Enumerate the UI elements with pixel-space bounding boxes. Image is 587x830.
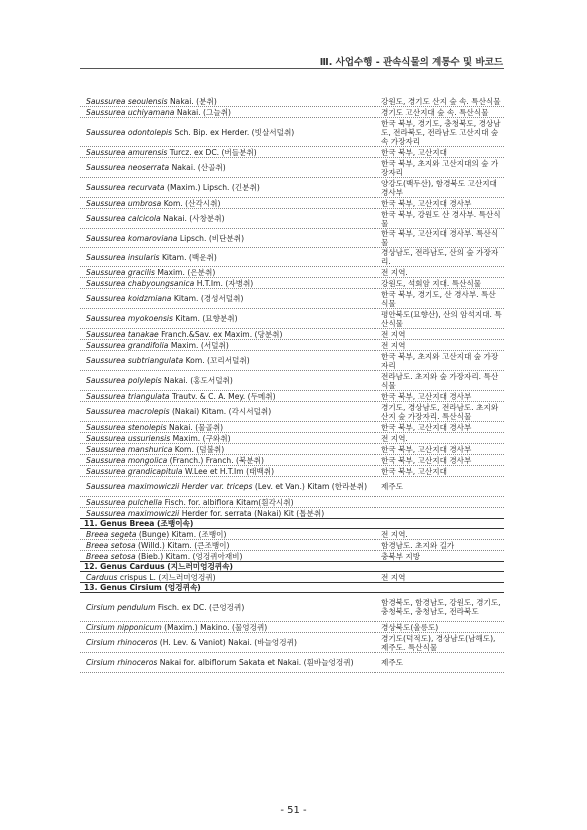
author-korean-name: (Bunge) Kitam. (조뱅이) <box>136 529 227 539</box>
author-korean-name: Kom. (덤불취) <box>172 444 225 454</box>
author-korean-name: Lipsch. (비단분취) <box>177 233 245 243</box>
distribution-cell: 경기도(덕적도), 경상남도(남해도), 제주도. 특산식물 <box>375 633 504 653</box>
author-korean-name: (H. Lev. & Vaniot) Nakai. (바늘엉겅퀴) <box>157 638 297 647</box>
distribution-cell: 전 지역. <box>375 267 504 278</box>
scientific-name: Saussurea subtriangulata <box>86 356 184 365</box>
species-row <box>80 158 504 178</box>
species-name-cell <box>80 551 375 562</box>
species-row <box>80 267 504 278</box>
author-korean-name: crispus L. (지느러미엉겅퀴) <box>117 572 216 582</box>
species-row <box>80 107 504 118</box>
distribution-cell: 전 지역. <box>375 529 504 540</box>
genus-row <box>80 519 504 529</box>
scientific-name: Cirsium pendulum <box>86 602 156 612</box>
scientific-name: Saussurea myokoensis <box>86 314 173 323</box>
scientific-name: Saussurea maximowiczii Herder var. triceps <box>86 482 253 491</box>
scientific-name: Saussurea recurvata <box>86 183 165 192</box>
scientific-name: Saussurea pulchella <box>86 497 163 507</box>
author-korean-name: Nakai. (사창분취) <box>160 214 225 223</box>
species-name-cell <box>80 444 375 455</box>
species-row <box>80 540 504 551</box>
author-korean-name: Trautv. & C. A. Mey. (두메취) <box>169 391 276 401</box>
species-name-cell <box>80 267 375 278</box>
author-korean-name: Turcz. ex DC. (버들분취) <box>167 147 257 157</box>
distribution-cell: 평안북도(묘향산), 산의 암석지대. 특산식물 <box>375 309 504 329</box>
scientific-name: Saussurea stenolepis <box>86 422 167 432</box>
distribution-cell: 한국 북부, 고산지대 <box>375 147 504 158</box>
species-name-cell <box>80 466 375 477</box>
species-name-cell <box>80 508 375 519</box>
scientific-name: Saussurea calcicola <box>86 214 161 223</box>
distribution-cell: 강원도, 경기도 산지 숲 속. 특산식물 <box>375 96 504 107</box>
distribution-cell: 한국 북부, 초지와 고산지대 숲 가장자리 <box>375 351 504 371</box>
species-name-cell <box>80 371 375 391</box>
species-name-cell <box>80 309 375 329</box>
genus-row <box>80 583 504 593</box>
distribution-cell: 강원도, 석회암 지대. 특산식물 <box>375 278 504 289</box>
author-korean-name: Maxim. (서덜취) <box>168 340 229 350</box>
species-name-cell <box>80 572 375 583</box>
author-korean-name: Nakai for. albiflorum Sakata et Nakai. (흰바늘엉겅퀴) <box>157 658 354 667</box>
distribution-cell: 제주도 <box>375 653 504 673</box>
author-korean-name: Nakai. (홍도서덜취) <box>161 376 233 385</box>
scientific-name: Saussurea gracilis <box>86 267 155 277</box>
author-korean-name: Franch.&Sav. ex Maxim. (당분취) <box>158 329 283 339</box>
species-name-cell <box>80 118 375 147</box>
distribution-cell: 한국 북부, 고산지대 경사부 <box>375 391 504 402</box>
species-row <box>80 653 504 673</box>
distribution-cell: 함경남도. 초지와 길가 <box>375 540 504 551</box>
species-row <box>80 497 504 508</box>
scientific-name: Saussurea koidzmiana <box>86 294 172 303</box>
author-korean-name: (Willd.) Kitam. (큰조뱅이) <box>135 540 230 550</box>
distribution-cell: 한국 북부, 고산지대 <box>375 466 504 477</box>
distribution-cell: 한국 북부, 강원도 산 경사부. 특산식물 <box>375 209 504 229</box>
author-korean-name: (Lev. et Van.) Kitam (한라분취) <box>252 482 368 491</box>
author-korean-name: H.T.Im. (자병취) <box>194 278 254 288</box>
author-korean-name: Kitam. (경성서덜취) <box>171 294 244 303</box>
distribution-cell: 전 지역 <box>375 572 504 583</box>
distribution-cell: 한국 북부, 고산지대 경사부 <box>375 422 504 433</box>
species-row <box>80 422 504 433</box>
distribution-cell: 한국 북부, 고산지대 경사부 <box>375 198 504 209</box>
species-name-cell <box>80 198 375 209</box>
scientific-name: Saussurea amurensis <box>86 147 168 157</box>
running-header: Ⅲ. 사업수행 - 관속식물의 계통수 및 바코드 <box>319 57 503 68</box>
author-korean-name: Kitam. (묘향분취) <box>172 314 238 323</box>
author-korean-name: (Maxim.) Lipsch. (긴분취) <box>164 183 260 192</box>
scientific-name: Saussurea triangulata <box>86 391 170 401</box>
species-name-cell <box>80 540 375 551</box>
distribution-cell: 전 지역 <box>375 329 504 340</box>
species-table <box>80 96 504 673</box>
scientific-name: Saussurea grandifolia <box>86 340 169 350</box>
species-row <box>80 118 504 147</box>
author-korean-name: Nakai. (산골취) <box>169 163 226 172</box>
author-korean-name: W.Lee et H.T.Im (태백취) <box>182 466 275 476</box>
species-name-cell <box>80 178 375 198</box>
species-name-cell <box>80 455 375 466</box>
species-name-cell <box>80 433 375 444</box>
species-row <box>80 351 504 371</box>
species-row <box>80 278 504 289</box>
author-korean-name: Nakai. (분취) <box>167 96 217 106</box>
species-row <box>80 96 504 107</box>
author-korean-name: Fisch. for. albiflora Kitam(흰각시취) <box>162 497 294 507</box>
species-name-cell <box>80 229 375 248</box>
species-name-cell <box>80 391 375 402</box>
genus-heading: 11. Genus Breea (조뱅이속) <box>80 519 504 529</box>
scientific-name: Breea setosa <box>86 551 136 561</box>
species-row <box>80 622 504 633</box>
author-korean-name: (Bieb.) Kitam. (엉겅퀴아재비) <box>135 551 243 561</box>
distribution-cell: 경기도, 경상남도, 전라남도. 초지와 산지 숲 가장자리. 특산식물 <box>375 402 504 422</box>
author-korean-name: Nakai. (물골취) <box>166 422 224 432</box>
distribution-cell: 전라남도. 초지와 숲 가장자리. 특산식물 <box>375 371 504 391</box>
distribution-cell: 한국 북부, 고산지대 경사부. 특산식물 <box>375 229 504 248</box>
species-name-cell <box>80 653 375 673</box>
species-name-cell <box>80 622 375 633</box>
species-name-cell <box>80 278 375 289</box>
distribution-cell: 전 지역 <box>375 340 504 351</box>
species-name-cell <box>80 497 375 508</box>
author-korean-name: (Maxim.) Makino. (물엉겅퀴) <box>161 622 268 632</box>
species-row <box>80 340 504 351</box>
scientific-name: Saussurea macrolepis <box>86 407 170 416</box>
scientific-name: Saussurea grandicapitula <box>86 466 183 476</box>
species-row <box>80 633 504 653</box>
species-row <box>80 477 504 497</box>
scientific-name: Saussurea chabyoungsanica <box>86 278 195 288</box>
distribution-cell: 양강도(백두산), 함경북도 고산지대 경사부 <box>375 178 504 198</box>
author-korean-name: Herder for. serrata (Nakai) Kit (톱분취) <box>179 508 325 518</box>
scientific-name: Breea setosa <box>86 540 136 550</box>
scientific-name: Carduus <box>86 572 118 582</box>
species-row <box>80 289 504 309</box>
distribution-cell: 한국 북부, 초지와 고산지대의 숲 가장자리 <box>375 158 504 178</box>
scientific-name: Breea segeta <box>86 529 137 539</box>
species-name-cell <box>80 340 375 351</box>
scientific-name: Saussurea uchiyamana <box>86 107 175 117</box>
scientific-name: Saussurea ussuriensis <box>86 433 171 443</box>
scientific-name: Saussurea neoserrata <box>86 163 170 172</box>
distribution-cell: 함경북도, 함경남도, 강원도, 경기도, 충청북도, 충청남도, 전라북도 <box>375 593 504 622</box>
species-name-cell <box>80 147 375 158</box>
page-number: - 51 - <box>280 805 307 816</box>
author-korean-name: Maxim. (은분취) <box>154 267 216 277</box>
species-row <box>80 402 504 422</box>
author-korean-name: Fisch. ex DC. (큰엉겅퀴) <box>155 602 245 612</box>
species-row <box>80 433 504 444</box>
species-row <box>80 248 504 267</box>
distribution-cell: 제주도 <box>375 477 504 497</box>
species-row <box>80 572 504 583</box>
species-name-cell <box>80 422 375 433</box>
author-korean-name: Kom. (꼬리서덜취) <box>183 356 250 365</box>
species-row <box>80 466 504 477</box>
author-korean-name: Maxim. (구와취) <box>170 433 231 443</box>
author-korean-name: Nakai. (그늘취) <box>174 107 231 117</box>
distribution-cell <box>375 508 504 519</box>
species-name-cell <box>80 477 375 497</box>
distribution-cell: 충북부 지방 <box>375 551 504 562</box>
author-korean-name: (Nakai) Kitam. (각시서덜취) <box>169 407 272 416</box>
genus-heading: 13. Genus Cirsium (엉겅퀴속) <box>80 583 504 593</box>
header-rule <box>80 68 504 69</box>
scientific-name: Saussurea komaroviana <box>86 233 178 243</box>
distribution-cell: 한국 북부, 경기도, 산 경사부. 특산식물 <box>375 289 504 309</box>
scientific-name: Saussurea seoulensis <box>86 96 168 106</box>
species-row <box>80 444 504 455</box>
distribution-cell: 한국 북부, 경기도, 충청북도, 경상남도, 전라북도, 전라남도 고산지대 숲 속 가장자리 <box>375 118 504 147</box>
scientific-name: Cirsium nipponicum <box>86 622 162 632</box>
species-row <box>80 198 504 209</box>
species-row <box>80 508 504 519</box>
species-name-cell <box>80 107 375 118</box>
author-korean-name: (Franch.) Franch. (북분취) <box>167 455 264 465</box>
scientific-name: Saussurea polylepis <box>86 376 162 385</box>
species-row <box>80 371 504 391</box>
species-name-cell <box>80 402 375 422</box>
distribution-cell: 경상북도(울릉도) <box>375 622 504 633</box>
species-row <box>80 209 504 229</box>
species-row <box>80 455 504 466</box>
species-row <box>80 391 504 402</box>
distribution-cell: 전 지역. <box>375 433 504 444</box>
scientific-name: Saussurea mongolica <box>86 455 168 465</box>
species-row <box>80 147 504 158</box>
scientific-name: Saussurea tanakae <box>86 329 159 339</box>
author-korean-name: Kitam. (백운취) <box>159 252 217 262</box>
species-name-cell <box>80 329 375 340</box>
distribution-cell: 경상남도, 전라남도, 산의 숲 가장자리. <box>375 248 504 267</box>
species-name-cell <box>80 248 375 267</box>
distribution-cell: 한국 북부, 고산지대 경사부 <box>375 455 504 466</box>
author-korean-name: Kom. (산각시취) <box>161 198 221 208</box>
species-name-cell <box>80 593 375 622</box>
species-name-cell <box>80 529 375 540</box>
species-row <box>80 229 504 248</box>
scientific-name: Cirsium rhinoceros <box>86 638 158 647</box>
genus-row <box>80 562 504 572</box>
species-name-cell <box>80 351 375 371</box>
scientific-name: Saussurea odontolepis <box>86 127 173 137</box>
distribution-cell: 경기도 고산지대 숲 속. 특산식물 <box>375 107 504 118</box>
species-row <box>80 309 504 329</box>
scientific-name: Cirsium rhinoceros <box>86 658 158 667</box>
scientific-name: Saussurea manshurica <box>86 444 173 454</box>
species-row <box>80 329 504 340</box>
species-row <box>80 178 504 198</box>
genus-heading: 12. Genus Carduus (지느러미엉겅퀴속) <box>80 562 504 572</box>
author-korean-name: Sch. Bip. ex Herder. (빗살서덜취) <box>172 127 295 137</box>
species-name-cell <box>80 633 375 653</box>
species-name-cell <box>80 209 375 229</box>
scientific-name: Saussurea insularis <box>86 252 160 262</box>
species-row <box>80 551 504 562</box>
scientific-name: Saussurea umbrosa <box>86 198 162 208</box>
species-row <box>80 593 504 622</box>
scientific-name: Saussurea maximowiczii <box>86 508 180 518</box>
distribution-cell <box>375 497 504 508</box>
species-name-cell <box>80 96 375 107</box>
distribution-cell: 한국 북부, 고산지대 경사부 <box>375 444 504 455</box>
species-row <box>80 529 504 540</box>
species-name-cell <box>80 289 375 309</box>
species-name-cell <box>80 158 375 178</box>
